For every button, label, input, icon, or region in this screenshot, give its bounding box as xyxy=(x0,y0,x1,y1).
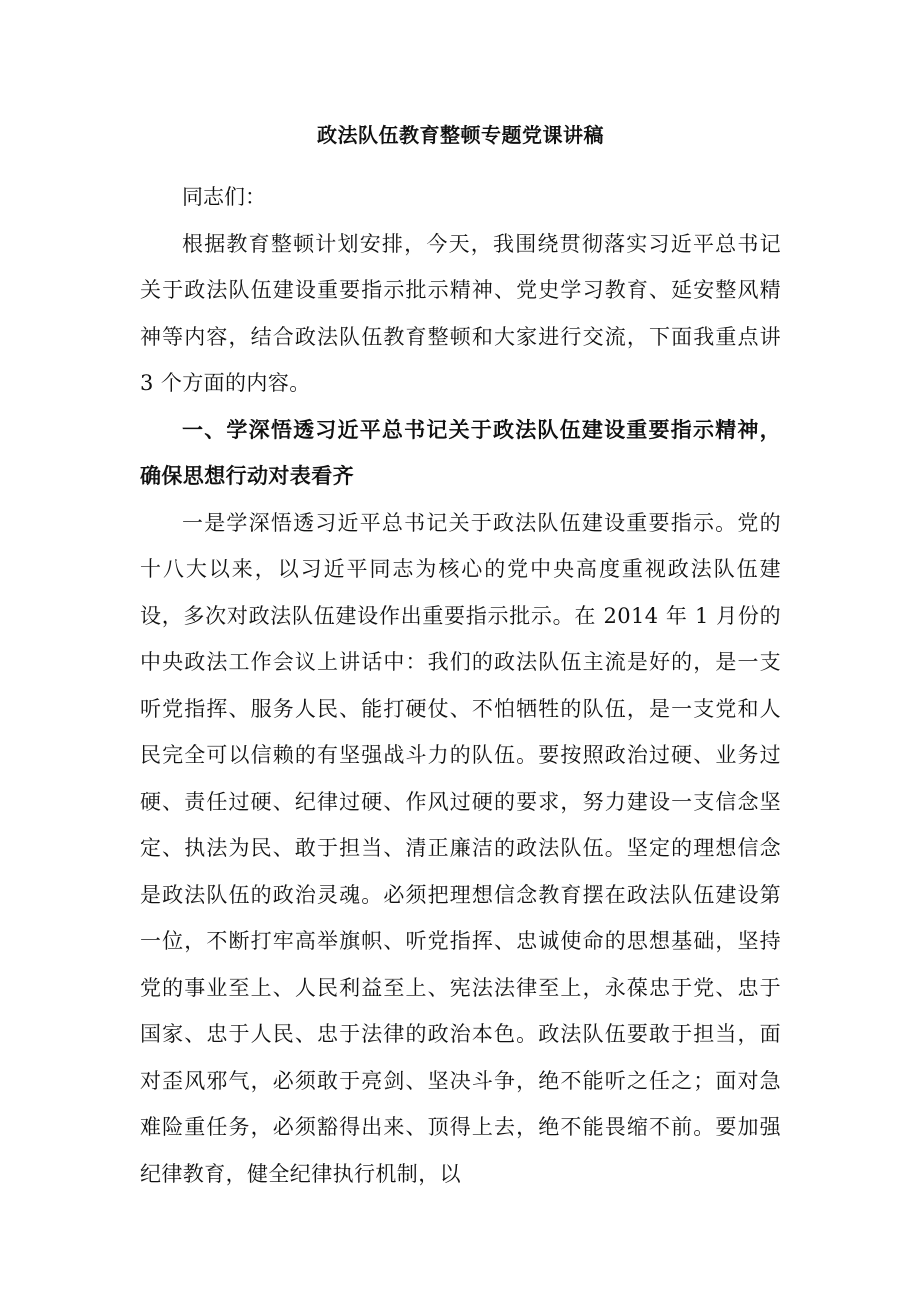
document-body xyxy=(140,118,781,1197)
section-1-heading: 一、学深悟透习近平总书记关于政法队伍建设重要指示精神，确保思想行动对表看齐 xyxy=(140,416,781,488)
document-title: 政法队伍教育整顿专题党课讲稿 xyxy=(317,123,604,147)
intro-paragraph: 根据教育整顿计划安排，今天，我围绕贯彻落实习近平总书记关于政法队伍建设重要指示批示精神、党史学习教育、延安整风精神等内容，结合政法队伍教育整顿和大家进行交流，下面我重点讲 3 个方面的内容。 xyxy=(140,231,781,395)
section-1-paragraph: 一是学深悟透习近平总书记关于政法队伍建设重要指示。党的十八大以来，以习近平同志为核心的党中央高度重视政法队伍建设，多次对政法队伍建设作出重要指示批示。在 2014 年 1 月份的中央政法工作会议上讲话中：我们的政法队伍主流是好的，是一支听党指挥、服务人民、能打硬仗、不怕牺牲的队伍，是一支党和人民完全可以信赖的有坚强战斗力的队伍。要按照政治过硬、业务过硬、责任过硬、纪律过硬、作风过硬的要求，努力建设一支信念坚定、执法为民、敢于担当、清正廉洁的政法队伍。坚定的理想信念是政法队伍的政治灵魂。必须把理想信念教育摆在政法队伍建设第一位，不断打牢高举旗帜、听党指挥、忠诚使命的思想基础，坚持党的事业至上、人民利益至上、宪法法律至上，永葆忠于党、忠于国家、忠于人民、忠于法律的政治本色。政法队伍要敢于担当，面对歪风邪气，必须敢于亮剑、坚决斗争，绝不能听之任之；面对急难险重任务，必须豁得出来、顶得上去，绝不能畏缩不前。要加强纪律教育，健全纪律执行机制，以 xyxy=(140,510,781,1186)
salutation: 同志们： xyxy=(182,185,266,209)
